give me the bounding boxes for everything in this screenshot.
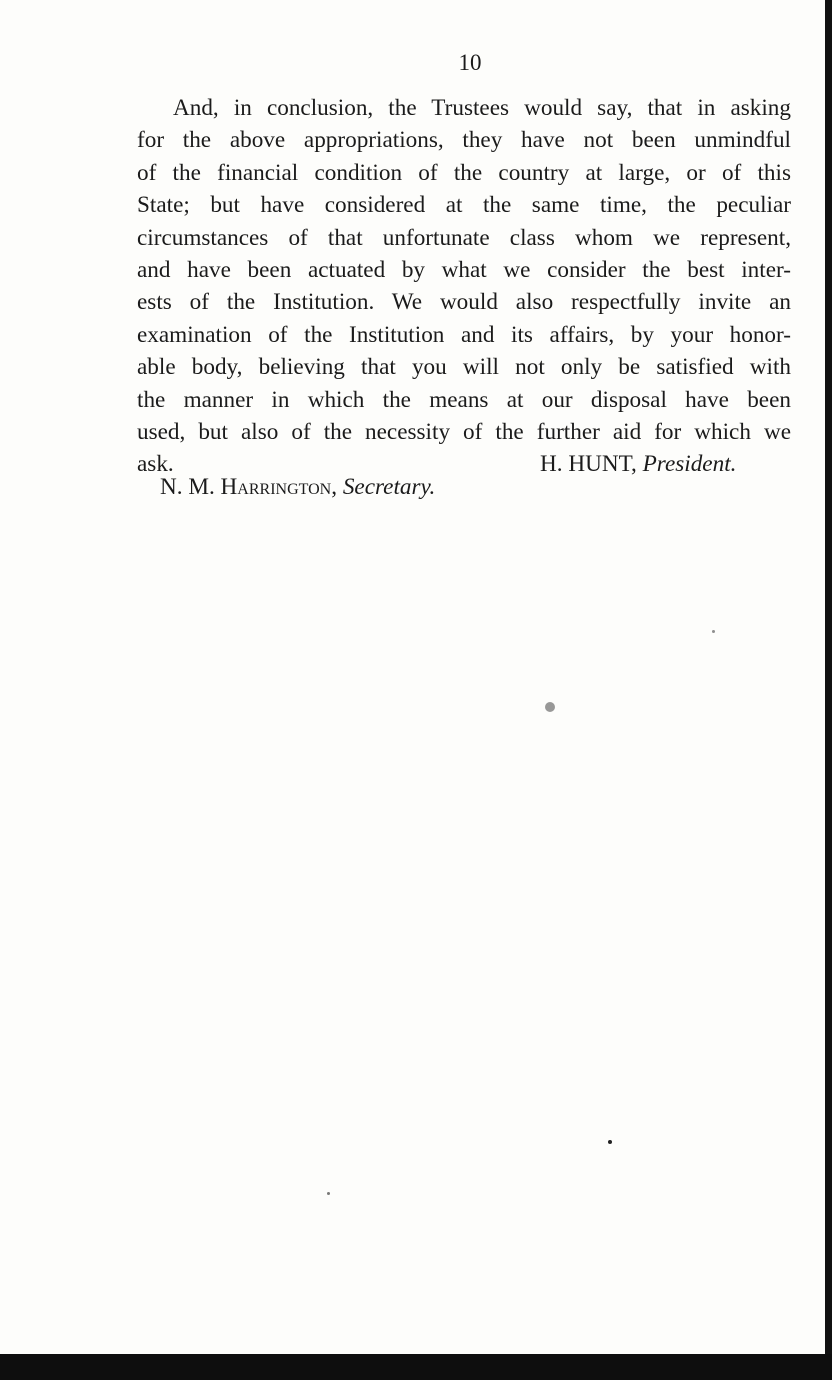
text-line: of the financial condition of the country at large, or of this [137,159,791,186]
text-line: and have been actuated by what we consider the best inter- [137,257,791,284]
ink-speck [327,1192,330,1195]
president-title: President. [642,451,737,478]
text-line: State; but have considered at the same time, the peculiar [137,192,791,219]
ink-speck [608,1140,612,1144]
page-number: 10 [458,50,482,75]
text-line: used, but also of the necessity of the further aid for which we [137,419,791,446]
text-line: able body, believing that you will not only be satisfied with [137,354,791,381]
secretary-signature [160,474,435,501]
text-line: the manner in which the means at our disposal have been [137,386,791,413]
ink-speck [712,630,715,633]
president-signature [540,448,736,480]
closing-word: ask. [137,451,174,478]
text-line: examination of the Institution and its affairs, by your honor- [137,321,791,348]
scan-edge-bottom [0,1354,832,1380]
ink-speck [545,702,555,712]
president-name: H. HUNT, [540,451,637,478]
text-line: And, in conclusion, the Trustees would say, that in asking [173,95,791,121]
text-line: circumstances of that unfortunate class whom we represent, [137,224,791,251]
show-through-texture [150,520,670,720]
secretary-title: Secretary. [342,474,436,500]
text-line: for the above appropriations, they have not been unmindful [137,127,791,154]
scan-edge-right [825,0,832,1380]
secretary-name: N. M. Harrington, [160,474,338,500]
body-paragraph [137,92,791,482]
text-line: ests of the Institution. We would also respectfully invite an [137,289,791,316]
